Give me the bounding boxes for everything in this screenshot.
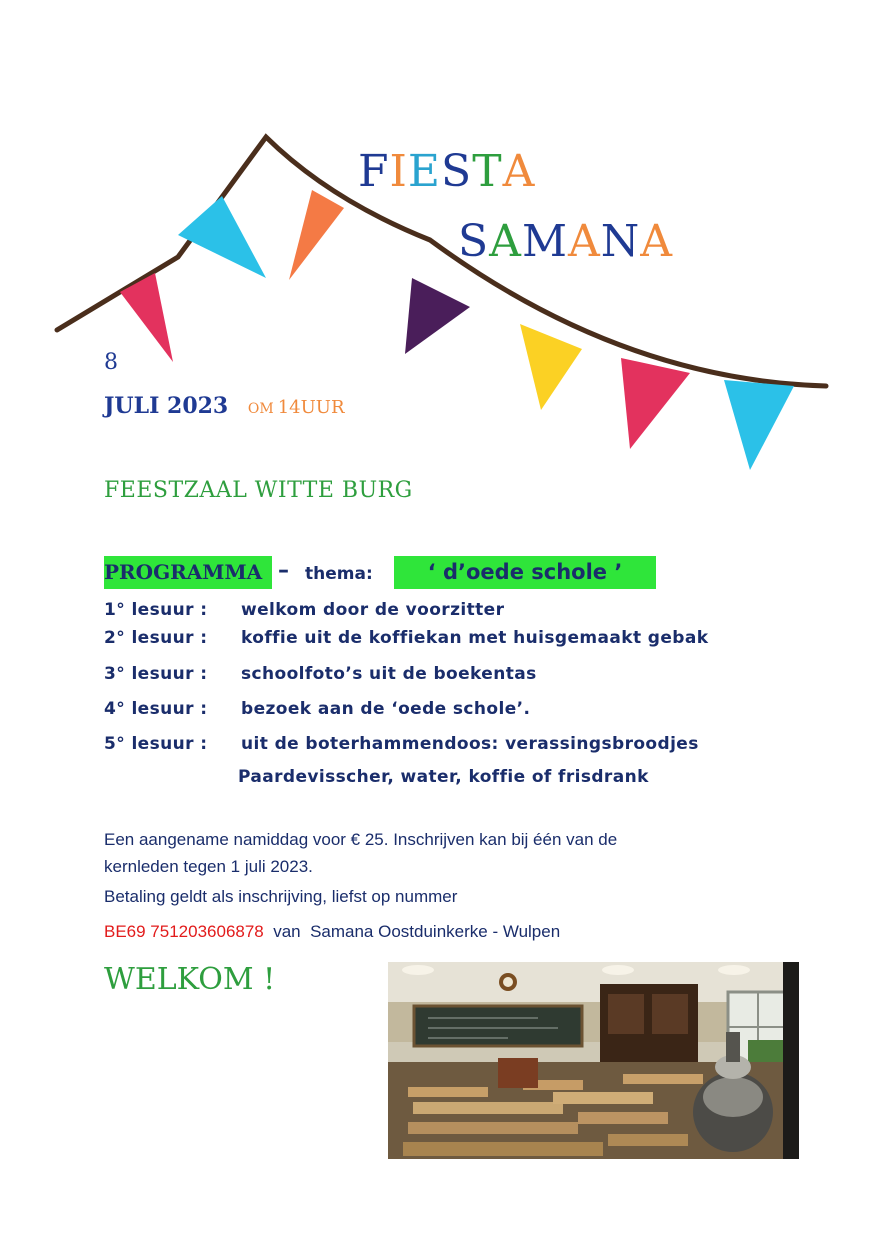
title-letter: A xyxy=(568,216,601,267)
title-samana xyxy=(458,216,673,267)
lesson-number: 4° lesuur : xyxy=(104,699,208,719)
flag-5 xyxy=(520,324,582,410)
welcome-text: WELKOM ! xyxy=(104,962,276,997)
flag-4 xyxy=(405,278,470,354)
info-line-1: Een aangename namiddag voor € 25. Inschrijven kan bij één van de xyxy=(104,830,618,849)
lesson-text: uit de boterhammendoos: verassingsbroodjes xyxy=(241,734,699,754)
program-thema-label: thema: xyxy=(305,564,373,584)
lesson-text: bezoek aan de ‘oede schole’. xyxy=(241,699,531,719)
flag-6 xyxy=(621,358,690,449)
lesson-text: koffie uit de koffiekan met huisgemaakt gebak xyxy=(241,628,709,648)
title-letter: M xyxy=(521,216,568,267)
title-letter: N xyxy=(600,216,641,267)
lesson-number: 2° lesuur : xyxy=(104,628,208,648)
title-letter: S xyxy=(458,216,490,267)
lesson-4 xyxy=(104,699,530,719)
title-letter: A xyxy=(640,216,674,267)
date-line xyxy=(104,393,345,419)
flag-3 xyxy=(289,190,344,280)
title-letter: T xyxy=(472,146,503,197)
iban-recipient: van Samana Oostduinkerke - Wulpen xyxy=(263,922,561,941)
lesson-1 xyxy=(104,600,504,620)
program-dash: – xyxy=(278,558,289,583)
lesson-5-continued: Paardevisscher, water, koffie of frisdrank xyxy=(238,767,649,787)
lesson-3 xyxy=(104,664,537,684)
info-line-2: kernleden tegen 1 juli 2023. xyxy=(104,857,313,876)
date-day: 8 xyxy=(104,350,118,375)
lesson-2 xyxy=(104,628,708,648)
lesson-number: 1° lesuur : xyxy=(104,600,208,620)
info-line-3: Betaling geldt als inschrijving, liefst op nummer xyxy=(104,887,458,906)
flag-2 xyxy=(178,196,266,278)
title-letter: F xyxy=(358,146,390,197)
old-classroom-photo xyxy=(388,962,799,1159)
title-letter: A xyxy=(502,146,536,197)
title-letter: E xyxy=(407,146,442,197)
date-time xyxy=(248,397,345,418)
venue: FEESTZAAL WITTE BURG xyxy=(104,478,413,503)
lesson-number: 5° lesuur : xyxy=(104,734,208,754)
lesson-5 xyxy=(104,734,699,754)
lesson-text: schoolfoto’s uit de boekentas xyxy=(241,664,537,684)
flag-7 xyxy=(724,380,794,470)
title-fiesta xyxy=(358,146,535,197)
date-month-year: JULI 2023 xyxy=(104,393,229,419)
time-prefix: OM xyxy=(247,401,274,417)
lesson-number: 3° lesuur : xyxy=(104,664,208,684)
iban-number: BE69 751203606878 xyxy=(104,922,264,941)
program-label: PROGRAMMA xyxy=(104,556,272,589)
title-letter: I xyxy=(389,146,408,197)
program-theme: ‘ d’oede schole ’ xyxy=(394,556,656,589)
time-value: 14UUR xyxy=(277,397,345,418)
lesson-text: welkom door de voorzitter xyxy=(241,600,505,620)
title-letter: S xyxy=(441,146,473,197)
info-line-iban xyxy=(104,922,560,942)
title-letter: A xyxy=(489,216,522,267)
